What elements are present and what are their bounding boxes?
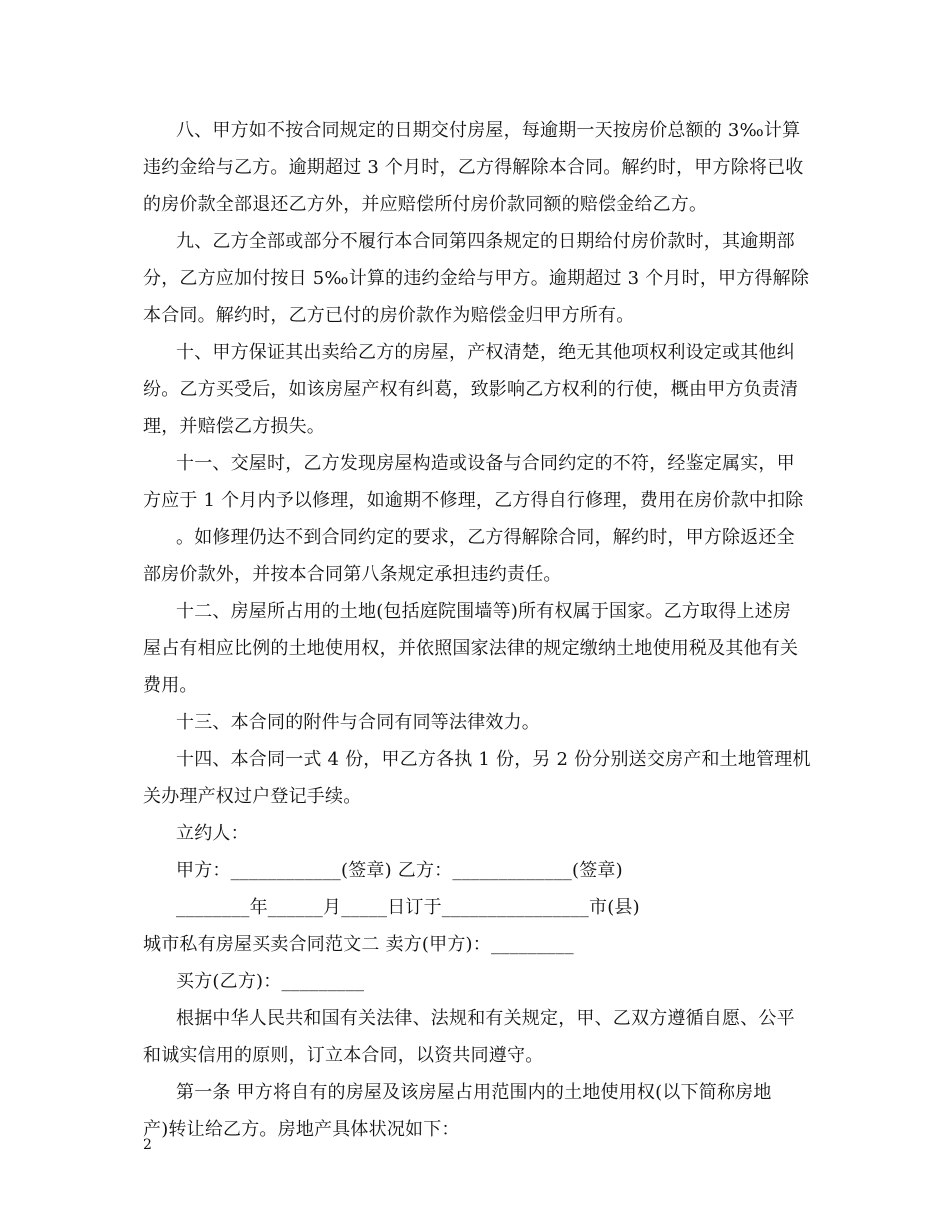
text-line: 部房价款外，并按本合同第八条规定承担违约责任。 (143, 564, 562, 585)
text-line: 十二、房屋所占用的土地(包括庭院围墙等)所有权属于国家。乙方取得上述房 (176, 601, 792, 622)
text-line: 十一、交屋时，乙方发现房屋构造或设备与合同约定的不符，经鉴定属实，甲 (176, 453, 795, 474)
text-line: 九、乙方全部或部分不履行本合同第四条规定的日期给付房价款时，其逾期部 (176, 231, 795, 252)
text-line: 。如修理仍达不到合同约定的要求，乙方得解除合同，解约时，甲方除返还全 (176, 527, 795, 548)
text-line: 方应于 1 个月内予以修理，如逾期不修理，乙方得自行修理，费用在房价款中扣除 (143, 490, 804, 511)
text-line: 纷。乙方买受后，如该房屋产权有纠葛，致影响乙方权利的行使，概由甲方负责清 (143, 379, 799, 400)
text-line: 分，乙方应加付按日 5‰计算的违约金给与甲方。逾期超过 3 个月时，甲方得解除 (143, 268, 810, 289)
text-line: 的房价款全部退还乙方外，并应赔偿所付房价款同额的赔偿金给乙方。 (143, 194, 708, 215)
text-line: 十四、本合同一式 4 份，甲乙方各执 1 份，另 2 份分别送交房产和土地管理机 (176, 749, 811, 770)
text-line: 违约金给与乙方。逾期超过 3 个月时，乙方得解除本合同。解约时，甲方除将已收 (143, 157, 804, 178)
text-line: 本合同。解约时，乙方已付的房价款作为赔偿金归甲方所有。 (143, 305, 635, 326)
text-line: 理，并赔偿乙方损失。 (143, 416, 325, 437)
text-line: 费用。 (143, 675, 198, 696)
text-line: 城市私有房屋买卖合同范文二 卖方(甲方)：_________ (143, 934, 574, 955)
text-line: 产)转让给乙方。房地产具体状况如下： (143, 1119, 460, 1140)
text-line: 十、甲方保证其出卖给乙方的房屋，产权清楚，绝无其他项权利设定或其他纠 (176, 342, 795, 363)
text-line: 屋占有相应比例的土地使用权，并依照国家法律的规定缴纳土地使用税及其他有关 (143, 638, 799, 659)
text-line: 买方(乙方)：_________ (176, 971, 365, 992)
text-line: 和诚实信用的原则，订立本合同，以资共同遵守。 (143, 1045, 544, 1066)
text-line: 十三、本合同的附件与合同有同等法律效力。 (176, 712, 540, 733)
date-line: ________年______月_____日订于________________市(县) (176, 897, 640, 918)
page-number: 2 (143, 1137, 152, 1153)
text-line: 八、甲方如不按合同规定的日期交付房屋，每逾期一天按房价总额的 3‰计算 (176, 120, 801, 141)
text-line: 关办理产权过户登记手续。 (143, 786, 362, 807)
text-line: 根据中华人民共和国有关法律、法规和有关规定，甲、乙双方遵循自愿、公平 (176, 1008, 795, 1029)
text-line: 第一条 甲方将自有的房屋及该房屋占用范围内的土地使用权(以下简称房地 (176, 1082, 772, 1103)
signature-line: 甲方：____________(签章) 乙方：_____________(签章) (176, 860, 623, 881)
text-line: 立约人： (176, 823, 249, 844)
